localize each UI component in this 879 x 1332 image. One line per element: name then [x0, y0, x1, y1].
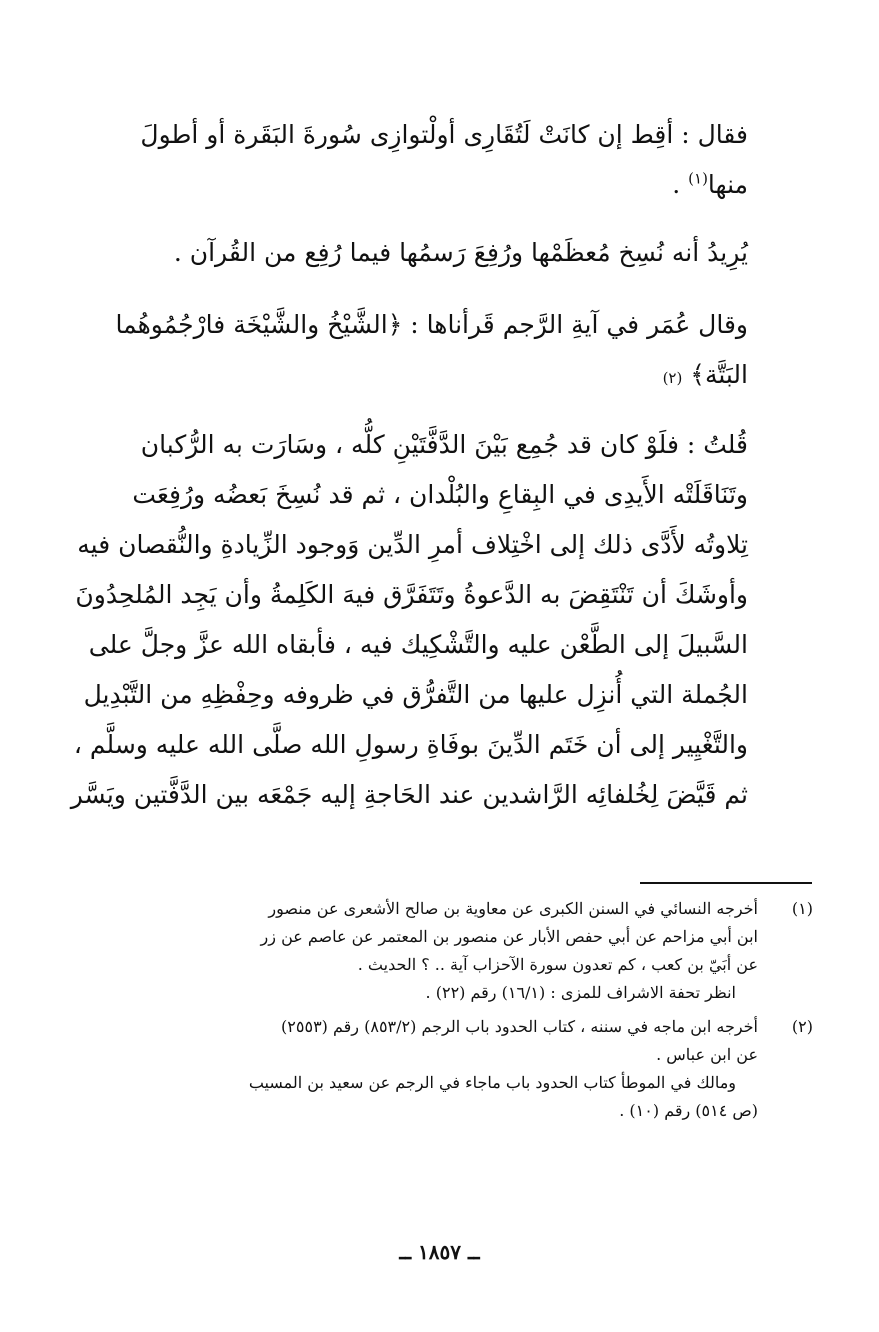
text-line: وقال عُمَر في آيةِ الرَّجم قَرأناها : ﴿الشَّيْخُ والشَّيْخَة فارْجُمُوهُما [115, 310, 748, 339]
footnote-2 [148, 1013, 813, 1125]
footnote-line: عن أبَيّ بن كعب ، كم تعدون سورة الآحزاب آية .. ؟ الحديث . [357, 955, 758, 974]
text-fragment: . [672, 170, 689, 199]
text-line [148, 350, 748, 403]
paragraph-2 [148, 228, 748, 278]
text-fragment: منها [707, 170, 748, 199]
text-line: وأوشَكَ أن تَنْتَقِضَ به الدَّعوةُ وتَتَفَرَّق فيهَ الكَلِمةُ وأن يَجِد المُلحِدُونَ [75, 580, 748, 609]
footnote-line: انظر تحفة الاشراف للمزى : (١٦/١) رقم (٢٢) . [425, 983, 736, 1002]
footnote-ref-2[interactable]: (٢) [662, 369, 683, 387]
footnotes [148, 895, 813, 1131]
text-line: يُرِيدُ أنه نُسِخ مُعظَمْها ورُفِعَ رَسمُها فيما رُفِع من القُرآن . [173, 238, 748, 267]
paragraph-3 [115, 300, 748, 403]
text-fragment: البَتَّة﴾ [690, 360, 748, 389]
footnote-1 [148, 895, 813, 1007]
text-line [148, 160, 748, 210]
footnote-ref-1[interactable]: (١) [688, 169, 708, 188]
text-line: والتَّغْيِير إلى أن خَتَم الدِّينَ بوفَاةِ رسولِ الله صلَّى الله عليه وسلَّم ، [73, 730, 748, 759]
footnote-line: أخرجه النسائي في السنن الكبرى عن معاوية بن صالح الأشعرى عن منصور [268, 899, 758, 918]
footnote-line: ابن أبي مزاحم عن أبي حفص الأبار عن منصور بن المعتمر عن عاصم عن زر [260, 927, 758, 946]
footnote-number: (١) [791, 899, 813, 918]
footnote-line: (ص ٥١٤) رقم (١٠) . [619, 1101, 758, 1120]
page-number: ــ ١٨٥٧ ــ [399, 1240, 480, 1264]
text-line: الجُملة التي أُنزِل عليها من التَّفرُّق في ظروفه وحِفْظِهِ من التَّبْدِيل [83, 680, 748, 709]
text-line: تِلاوتُه لأَدَّى ذلك إلى اخْتِلاف أمرِ الدِّين وَوجود الزِّيادةِ والنُّقصان فيه [77, 530, 748, 559]
text-line: فقال : أقِط إن كانَتْ لَتُقَارِى أولْتوازِى سُورةَ البَقَرة أو أطولَ [140, 120, 748, 149]
footnote-separator [640, 882, 812, 884]
footnote-number: (٢) [791, 1017, 813, 1036]
paragraph-4 [70, 420, 748, 820]
paragraph-1 [140, 110, 748, 210]
footnote-line: أخرجه ابن ماجه في سننه ، كتاب الحدود باب الرجم (٨٥٣/٢) رقم (٢٥٥٣) [281, 1017, 758, 1036]
footnote-line: ومالك في الموطأ كتاب الحدود باب ماجاء في الرجم عن سعيد بن المسيب [248, 1073, 736, 1092]
text-line: السَّبيلَ إلى الطَّعْن عليه والتَّشْكِيك فيه ، فأبقاه الله عزَّ وجلَّ على [88, 630, 748, 659]
text-line: قُلتُ : فلَوْ كان قد جُمِع بَيْنَ الدَّفَّتَيْنِ كلُّه ، وسَارَت به الرُّكبان [140, 430, 748, 459]
footnote-line: عن ابن عباس . [656, 1045, 758, 1064]
text-line: ثم قَيَّضَ لِخُلفائِه الرَّاشدين عند الحَاجةِ إليه جَمْعَه بين الدَّفَّتين ويَسَّر [70, 780, 748, 809]
text-line: وتَنَاقَلَتْه الأَيدِى في البِقاعِ والبُلْدان ، ثم قد نُسِخَ بَعضُه ورُفِعَت [132, 480, 748, 509]
